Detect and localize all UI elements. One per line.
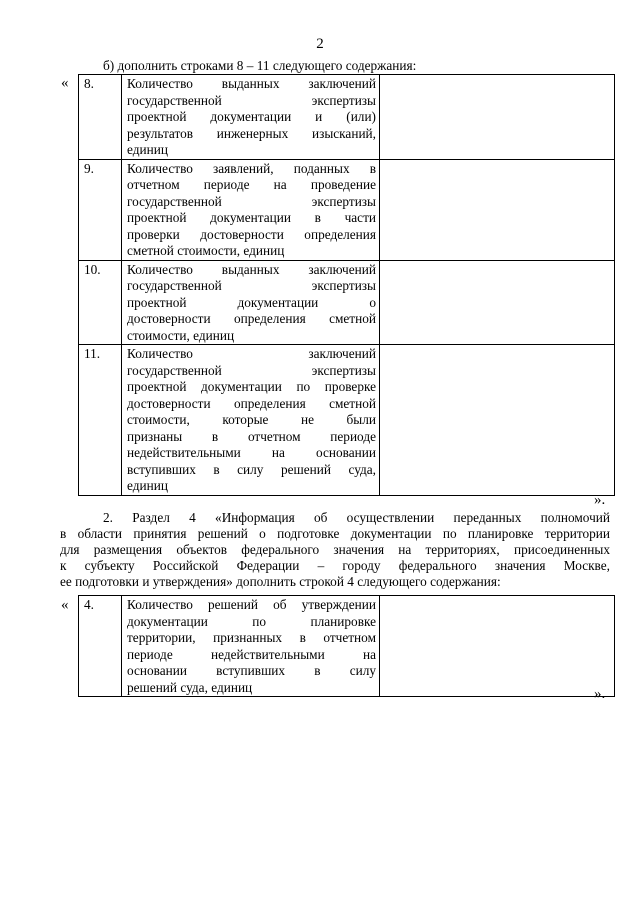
description-line: территории, признанных в отчетном — [127, 630, 376, 645]
value-cell — [380, 159, 615, 260]
row-description — [122, 596, 380, 697]
description-line: документации по планировке — [127, 613, 376, 629]
page-number: 2 — [316, 36, 324, 52]
paragraph-line: ее подготовки и утверждения» дополнить строкой 4 следующего содержания: — [60, 574, 501, 589]
open-quote: « — [61, 75, 69, 91]
description-line: проектной документации по проверке — [127, 379, 376, 394]
close-quote: ». — [594, 686, 606, 702]
description-line: отчетном периоде на проведение — [127, 177, 376, 192]
indicators-table — [78, 595, 615, 697]
table-row — [79, 345, 615, 496]
intro-line: б) дополнить строками 8 – 11 следующего содержания: — [103, 58, 417, 73]
description-line: государственной экспертизы — [127, 92, 376, 108]
value-cell — [380, 75, 615, 160]
description-line: достоверности определения сметной — [127, 311, 376, 326]
row-number: 9. — [79, 159, 122, 260]
paragraph-line: 2. Раздел 4 «Информация об осуществлении переданных полномочий — [103, 510, 610, 525]
description-line: стоимости, которые не были — [127, 412, 376, 427]
table-row — [79, 159, 615, 260]
value-cell — [380, 345, 615, 496]
value-cell — [380, 260, 615, 345]
value-cell — [380, 596, 615, 697]
close-quote: ». — [594, 492, 606, 508]
row-number: 8. — [79, 75, 122, 160]
open-quote: « — [61, 597, 69, 613]
table-row — [79, 596, 615, 697]
table-row — [79, 260, 615, 345]
description-line: признаны в отчетном периоде — [127, 428, 376, 444]
paragraph-line: в области принятия решений о подготовке документации по планировке территории — [60, 526, 610, 541]
description-line: государственной экспертизы — [127, 193, 376, 209]
description-line: проектной документации в части — [127, 210, 376, 225]
description-line: Количество заявлений, поданных в — [127, 160, 376, 176]
row-description — [122, 75, 380, 160]
description-line: недействительными на основании — [127, 445, 376, 460]
description-line: вступивших в силу решений суда, — [127, 461, 376, 477]
row-description — [122, 159, 380, 260]
row-number: 4. — [79, 596, 122, 697]
description-line: решений суда, единиц — [127, 679, 253, 695]
description-line: достоверности определения сметной — [127, 395, 376, 411]
row-number: 11. — [79, 345, 122, 496]
paragraph-line: для размещения объектов федерального значения на территориях, присоединенных — [60, 542, 610, 557]
description-line: единиц — [127, 478, 168, 493]
description-line: основании вступивших в силу — [127, 663, 376, 678]
paragraph-line: к субъекту Российской Федерации – городу федерального значения Москве, — [60, 558, 610, 573]
description-line: Количество выданных заключений — [127, 261, 376, 277]
row-number: 10. — [79, 260, 122, 345]
description-line: результатов инженерных изысканий, — [127, 125, 376, 141]
row-description — [122, 260, 380, 345]
description-line: единиц — [127, 142, 168, 157]
description-line: сметной стоимости, единиц — [127, 243, 285, 258]
table-row — [79, 75, 615, 160]
description-line: проектной документации о — [127, 294, 376, 310]
description-line: Количество заключений — [127, 346, 376, 361]
description-line: государственной экспертизы — [127, 278, 376, 293]
indicators-table — [78, 74, 615, 496]
row-description — [122, 345, 380, 496]
description-line: Количество решений об утверждении — [127, 597, 376, 612]
description-line: государственной экспертизы — [127, 362, 376, 378]
description-line: стоимости, единиц — [127, 327, 235, 343]
description-line: проверки достоверности определения — [127, 226, 376, 242]
description-line: периоде недействительными на — [127, 646, 376, 662]
description-line: Количество выданных заключений — [127, 76, 376, 91]
description-line: проектной документации и (или) — [127, 109, 376, 124]
